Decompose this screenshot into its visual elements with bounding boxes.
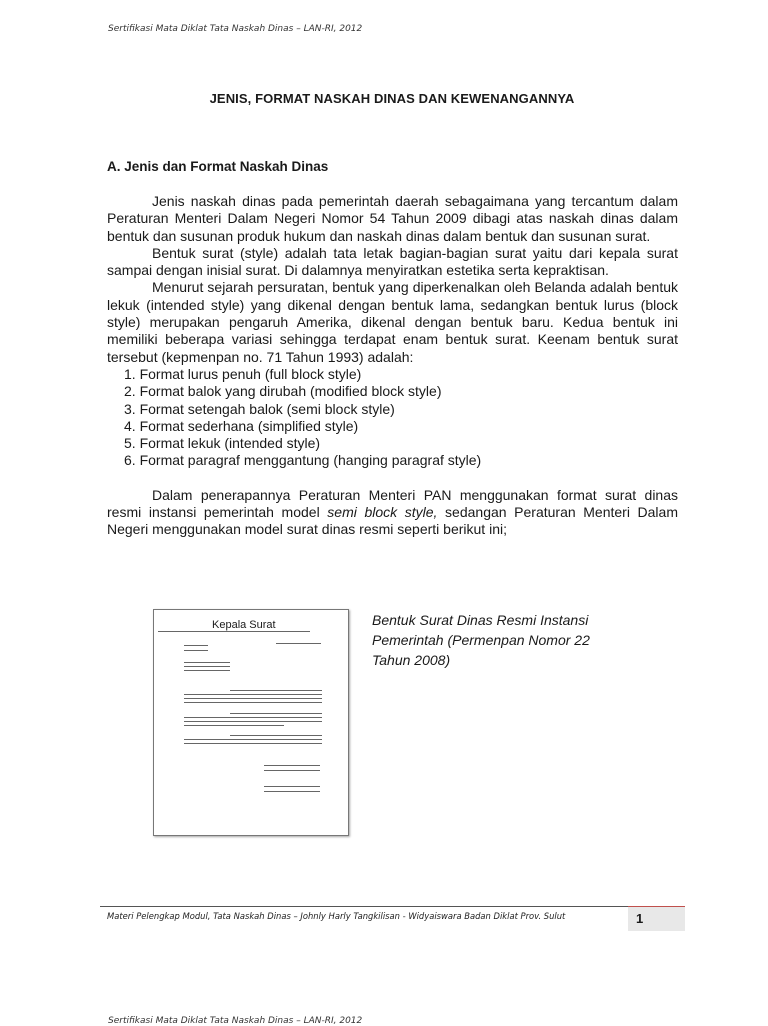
figure-caption: Bentuk Surat Dinas Resmi Instansi Pemerintah (Permenpan Nomor 22 Tahun 2008): [372, 612, 590, 668]
format-list: [107, 366, 678, 470]
date-line: [276, 643, 321, 644]
paragraph-3: Menurut sejarah persuratan, bentuk yang diperkenalkan oleh Belanda adalah bentuk lekuk (intended style) yang dikenal dengan bentuk lama, sedangkan bentuk lurus (block style) merupakan pengaruh Amerika, dikenal dengan bentuk baru. Kedua bentuk ini memiliki beberapa variasi sehingga terdapat enam bentuk surat. Keenam bentuk surat tersebut (kepmenpan no. 71 Tahun 1993) adalah:: [107, 279, 678, 365]
page-title: JENIS, FORMAT NASKAH DINAS DAN KEWENANGANNYA: [209, 91, 575, 106]
letter-format-illustration: [153, 609, 349, 836]
body-line: [230, 690, 322, 691]
body-line: [184, 702, 322, 703]
body-line: [230, 713, 322, 714]
signature-line: [264, 791, 320, 792]
letter-head-label: Kepala Surat: [212, 619, 276, 631]
paragraph-1: Jenis naskah dinas pada pemerintah daerah sebagaimana yang tercantum dalam Peraturan Menteri Dalam Negeri Nomor 54 Tahun 2009 dibagi atas naskah dinas dalam bentuk dan susunan produk hukum dan naskah dinas dalam bentuk dan susunan surat.: [107, 193, 678, 244]
running-header: Sertifikasi Mata Diklat Tata Naskah Dinas – LAN-RI, 2012: [108, 24, 363, 34]
signature-line: [264, 765, 320, 766]
body-line: [184, 717, 322, 718]
list-item: 1. Format lurus penuh (full block style): [124, 365, 362, 382]
signature-line: [264, 770, 320, 771]
signature-line: [264, 786, 320, 787]
letterhead-rule: [158, 631, 310, 632]
body-line: [184, 739, 322, 740]
closing-emphasis: semi block style,: [327, 504, 438, 521]
next-page-header: Sertifikasi Mata Diklat Tata Naskah Dinas – LAN-RI, 2012: [108, 1016, 363, 1026]
body-line: [184, 694, 322, 695]
list-item: 6. Format paragraf menggantung (hanging paragraf style): [124, 452, 482, 469]
number-line: [184, 650, 208, 651]
page-number-box: [628, 907, 685, 931]
footer-text: Materi Pelengkap Modul, Tata Naskah Dinas – Johnly Harly Tangkilisan - Widyaiswara Badan Diklat Prov. Sulut: [107, 911, 566, 921]
paragraph-2: Bentuk surat (style) adalah tata letak bagian-bagian surat yaitu dari kepala surat sampai dengan inisial surat. Di dalamnya menyiratkan estetika serta kepraktisan.: [107, 244, 678, 279]
body-line: [184, 721, 322, 722]
address-line: [184, 666, 230, 667]
body-line: [230, 735, 322, 736]
section-heading: A. Jenis dan Format Naskah Dinas: [107, 159, 329, 174]
address-line: [184, 670, 230, 671]
page-number: 1: [636, 911, 644, 926]
list-item: 5. Format lekuk (intended style): [124, 435, 321, 452]
closing-paragraph: [107, 487, 678, 539]
footer-rule: [100, 906, 628, 907]
body-text: [107, 193, 678, 539]
closing-text-end: sedangan Peraturan Menteri Dalam Negeri menggunakan model surat dinas resmi seperti berikut ini;: [107, 504, 678, 538]
body-line: [184, 743, 322, 744]
body-line: [184, 698, 322, 699]
address-line: [184, 662, 230, 663]
list-item: 4. Format sederhana (simplified style): [124, 417, 359, 434]
body-line: [184, 725, 284, 726]
list-item: 3. Format setengah balok (semi block style): [124, 400, 395, 417]
closing-text-start: Dalam penerapannya Peraturan Menteri PAN menggunakan format surat dinas resmi instansi pemerintah model: [107, 486, 678, 521]
number-line: [184, 645, 208, 646]
list-item: 2. Format balok yang dirubah (modified block style): [124, 383, 442, 400]
